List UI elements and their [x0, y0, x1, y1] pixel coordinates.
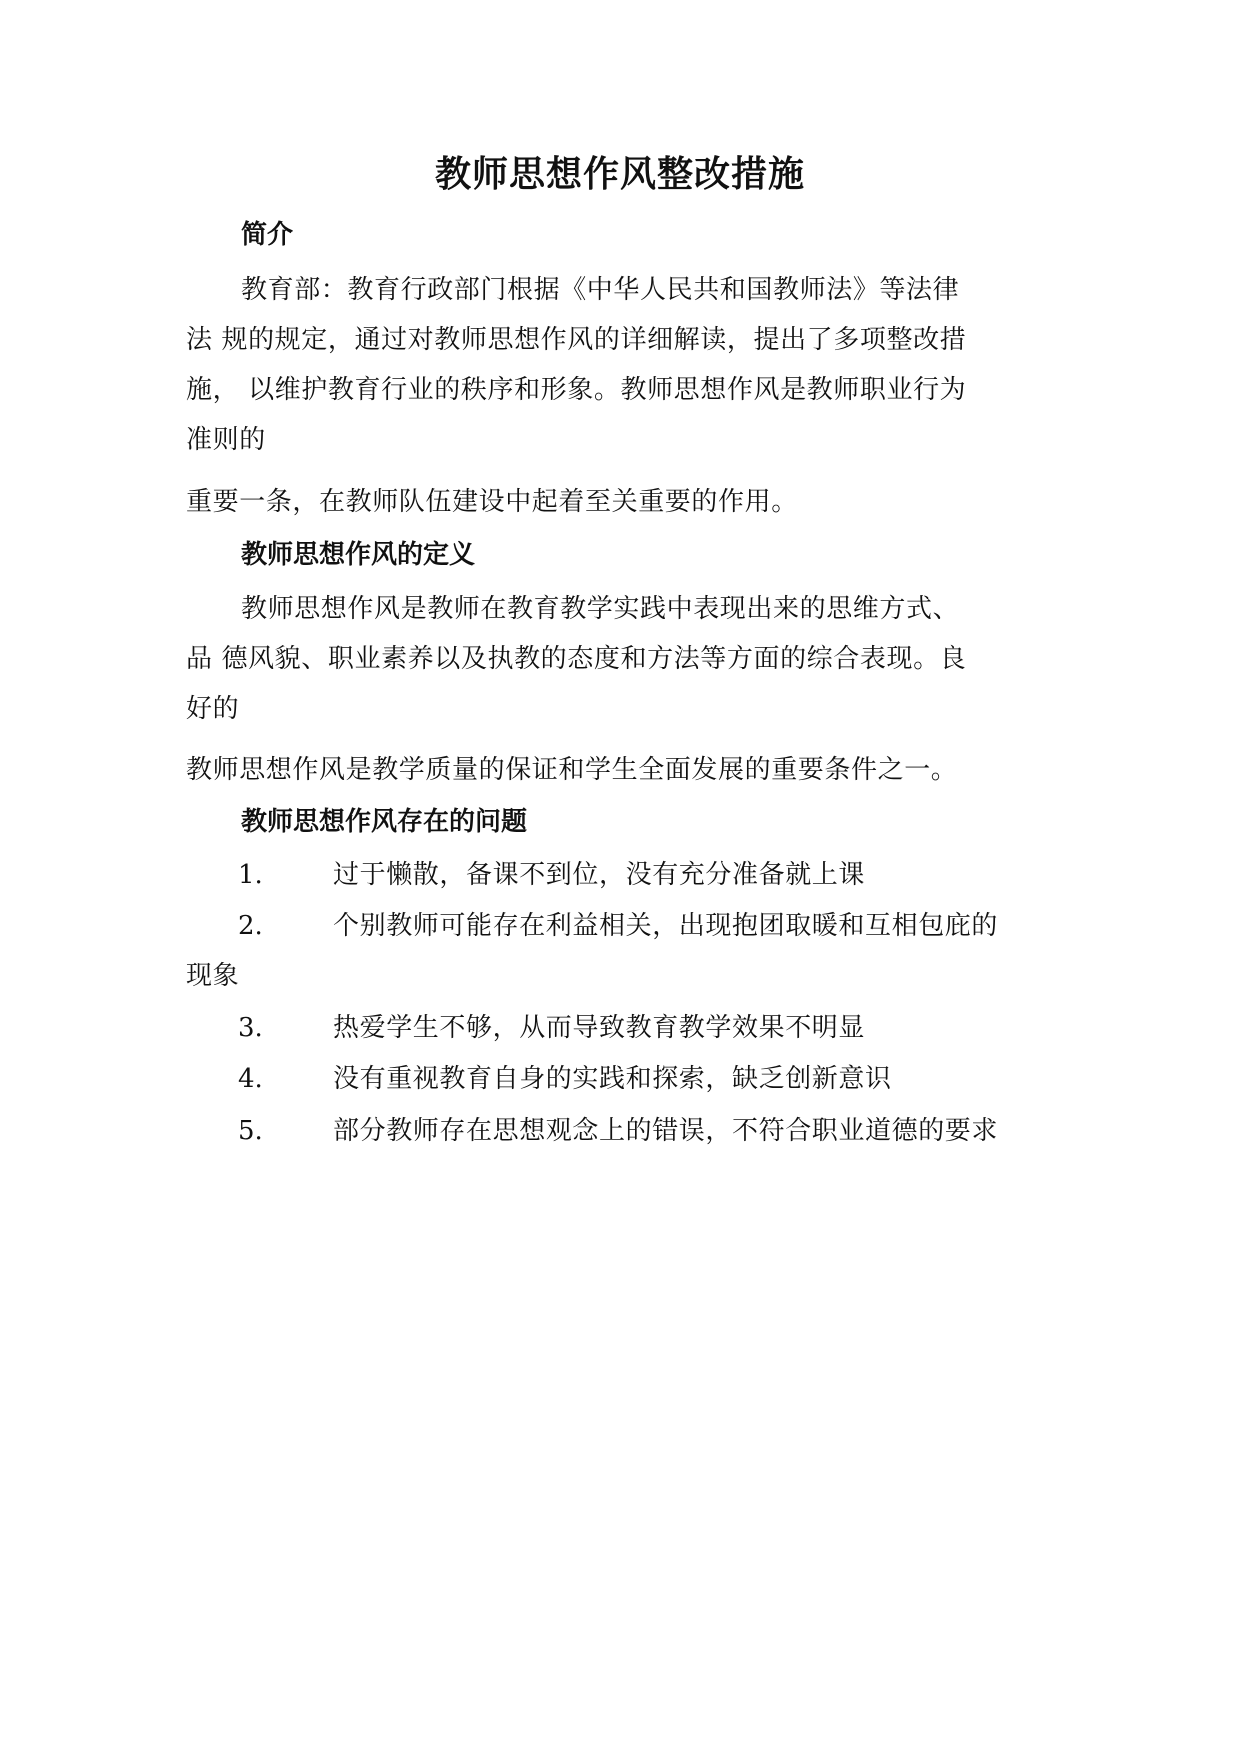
- paragraph-line: 重要一条，在教师队伍建设中起着至关重要的作用。: [186, 487, 798, 517]
- list-item-number: 3.: [238, 1013, 263, 1043]
- paragraph-line: 准则的: [186, 425, 266, 455]
- list-item-continuation: 现象: [186, 961, 240, 991]
- list-item-text: 部分教师存在思想观念上的错误，不符合职业道德的要求: [333, 1116, 999, 1146]
- list-item-number: 4.: [238, 1064, 263, 1094]
- list-item-text: 过于懒散，备课不到位，没有充分准备就上课: [333, 860, 866, 890]
- paragraph-line: 好的: [186, 694, 240, 724]
- section-heading-problems: 教师思想作风存在的问题: [241, 807, 528, 837]
- section-heading-definition: 教师思想作风的定义: [241, 540, 476, 570]
- list-item-number: 5.: [238, 1116, 263, 1146]
- list-item-number: 2.: [238, 911, 263, 941]
- list-item-text: 热爱学生不够，从而导致教育教学效果不明显: [333, 1013, 866, 1043]
- section-heading-intro: 简介: [241, 220, 294, 250]
- list-item-text: 个别教师可能存在利益相关，出现抱团取暖和互相包庇的: [333, 911, 999, 941]
- paragraph-line: 施， 以维护教育行业的秩序和形象。教师思想作风是教师职业行为: [186, 375, 967, 405]
- paragraph-line: 法 规的规定，通过对教师思想作风的详细解读，提出了多项整改措: [186, 325, 967, 355]
- paragraph-line: 教师思想作风是教师在教育教学实践中表现出来的思维方式、: [241, 594, 960, 624]
- paragraph-line: 教师思想作风是教学质量的保证和学生全面发展的重要条件之一。: [186, 755, 958, 785]
- paragraph-line: 品 德风貌、职业素养以及执教的态度和方法等方面的综合表现。良: [186, 644, 967, 674]
- list-item-number: 1.: [238, 860, 263, 890]
- document-title: 教师思想作风整改措施: [434, 154, 805, 195]
- paragraph-line: 教育部：教育行政部门根据《中华人民共和国教师法》等法律: [241, 275, 960, 305]
- list-item-text: 没有重视教育自身的实践和探索，缺乏创新意识: [333, 1064, 892, 1094]
